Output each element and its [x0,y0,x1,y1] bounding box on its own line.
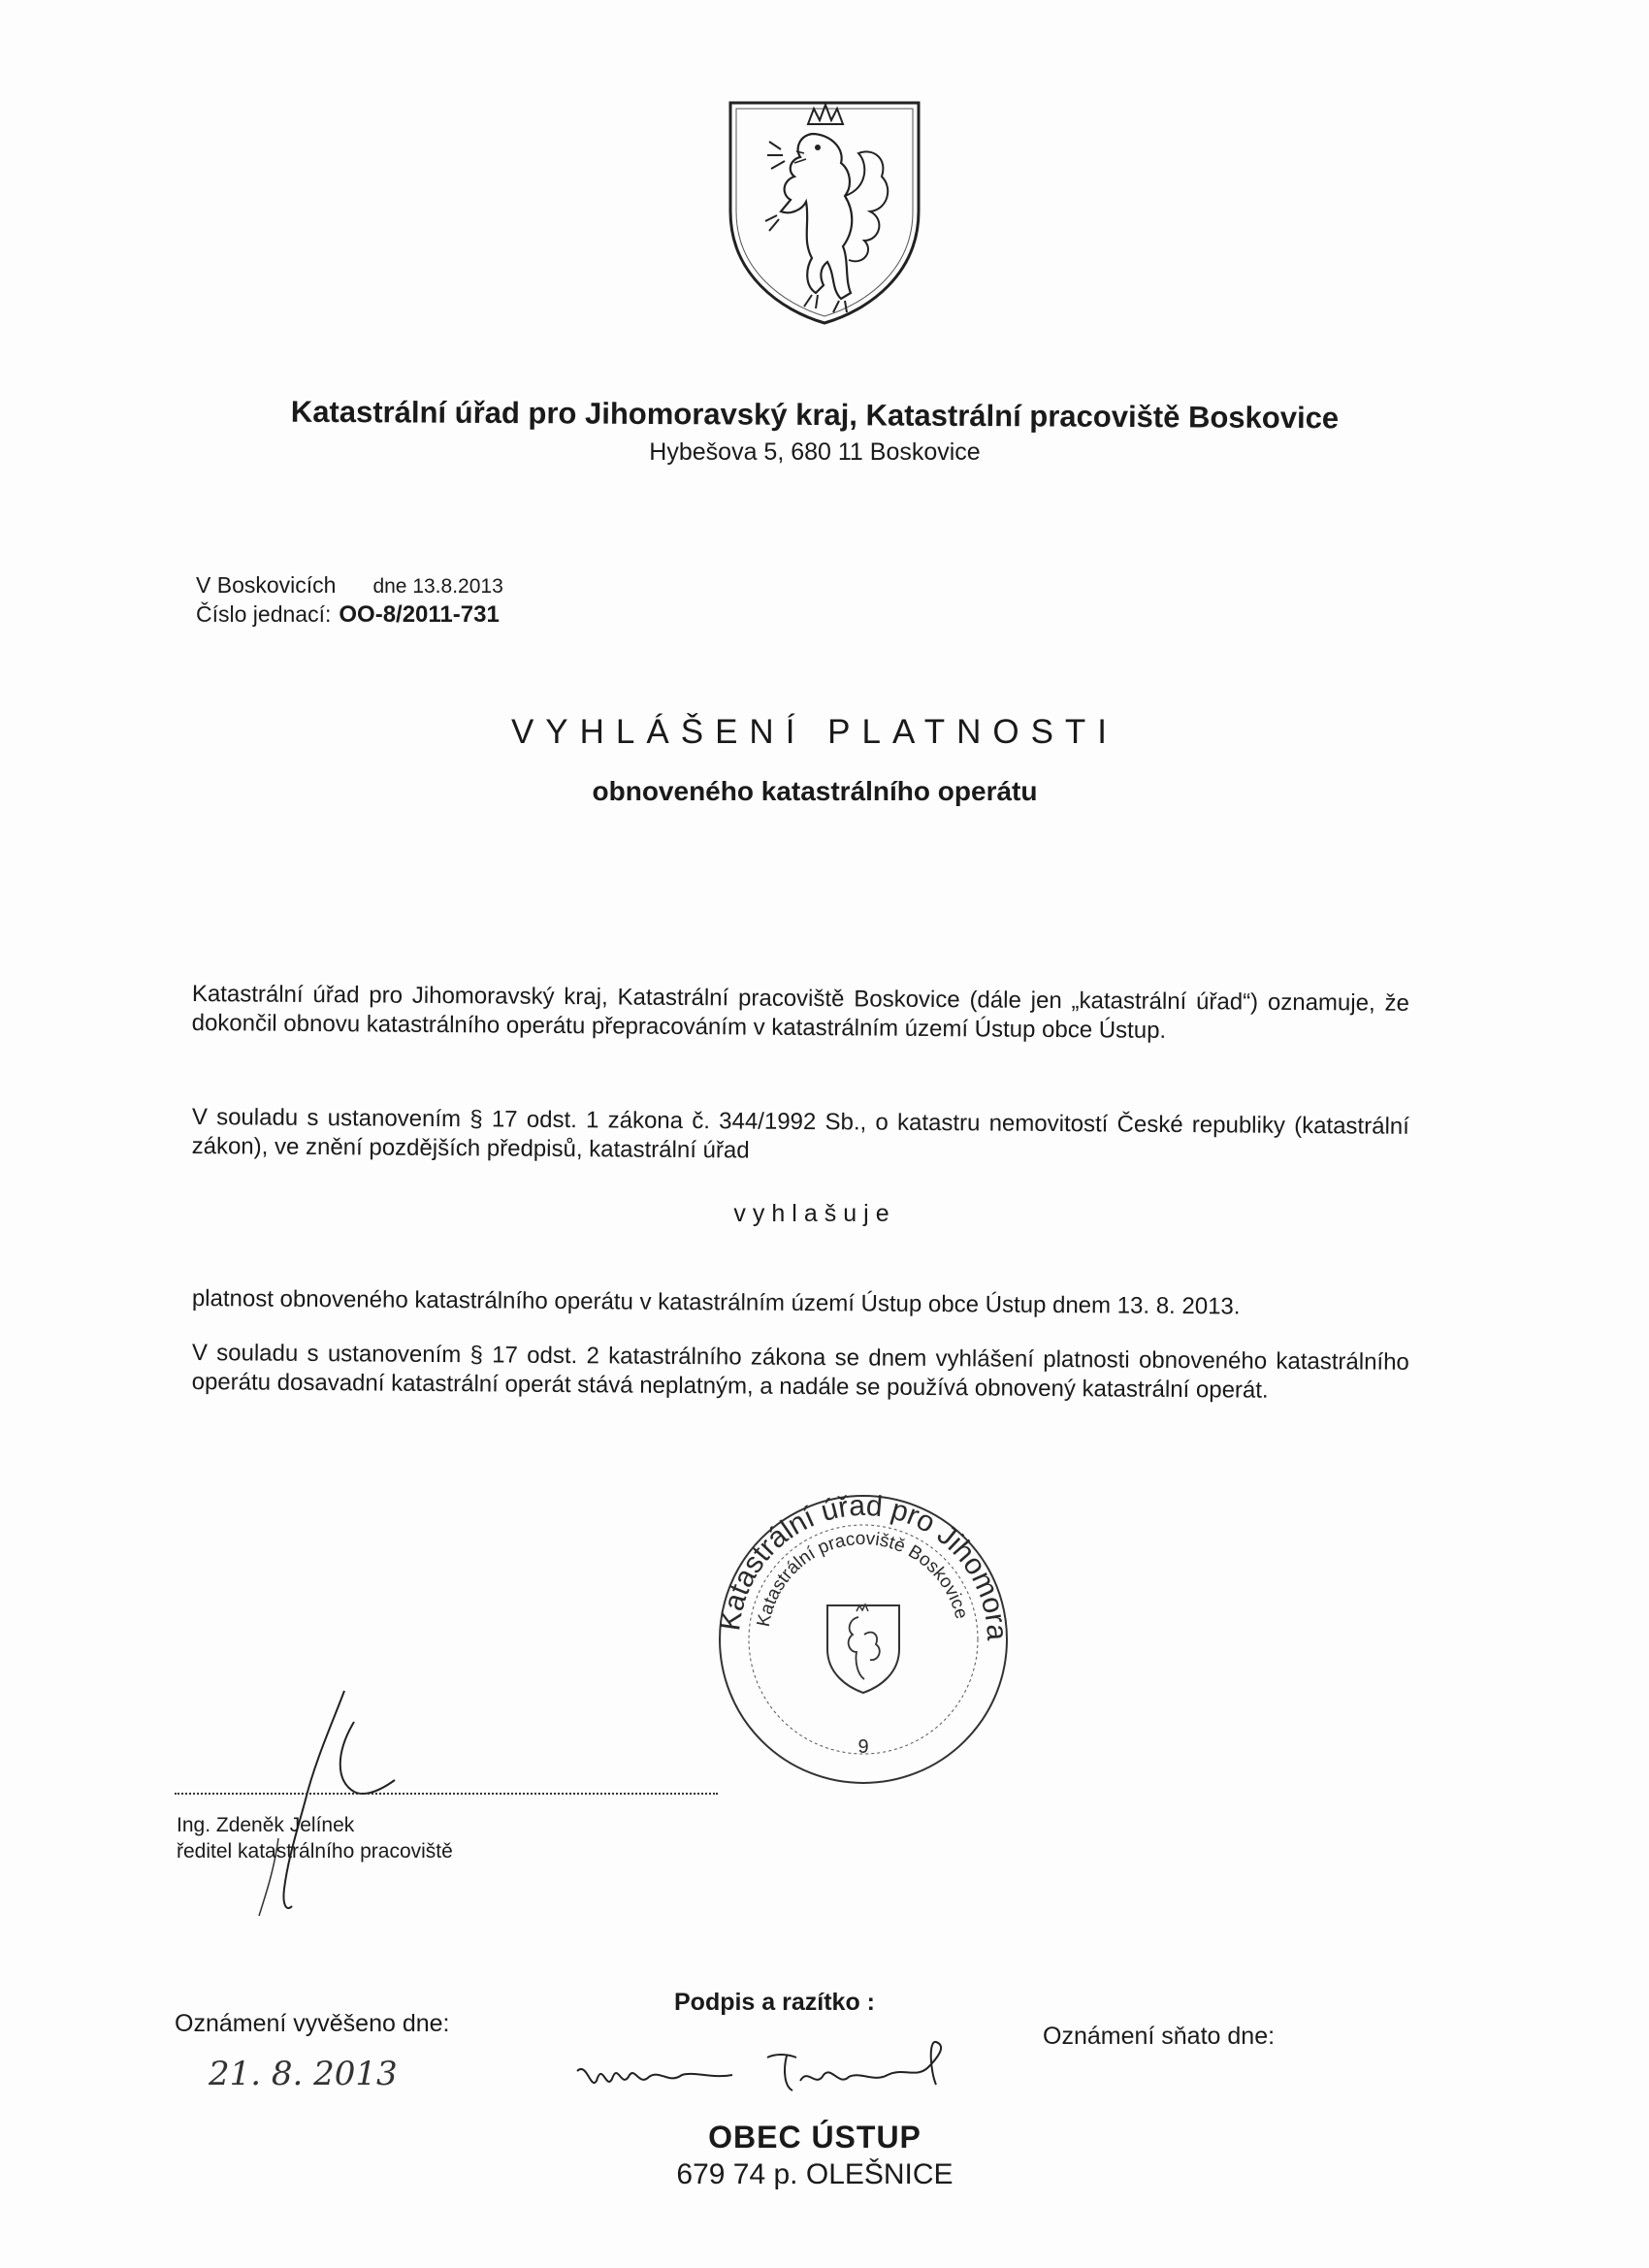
signature-line [175,1793,718,1795]
municipality-address: 679 74 p. OLEŠNICE [676,2158,954,2190]
place-date-line [196,572,503,599]
office-name: Katastrální úřad pro Jihomoravský kraj, Katastrální pracoviště Boskovice [290,394,1340,436]
removed-label: Oznámení sňato dne: [1043,2023,1276,2050]
signatory-block [177,1812,453,1864]
stamp-outer-text: Katastrální úřad pro Jihomora [714,1489,1014,1641]
paragraph-validity: platnost obnoveného katastrálního operátu v katastrálním území Ústup obce Ústup dnem 13. 8. 2013. [191,1285,1241,1320]
paragraph-legal-basis: V souladu s ustanovením § 17 odst. 1 zákona č. 344/1992 Sb., o katastru nemovitostí České republiky (katastrální zákon), ve znění pozdějších předpisů, katastrální úřad [191,1104,1409,1164]
official-stamp [713,1489,1014,1790]
paragraph-consequence: V souladu s ustanovením § 17 odst. 2 katastrálního zákona se dnem vyhlášení platnosti obnoveného katastrálního operátu dosavadní katastrální operát stává neplatným, a nadále se používá obnovený katastrální operát. [191,1340,1409,1404]
stamp-number: 9 [857,1736,869,1758]
ref-label: Číslo jednací: [196,601,332,627]
document-date: dne 13.8.2013 [372,575,503,598]
municipality-signature [567,2032,965,2110]
posted-label: Oznámení vyvěšeno dne: [175,2010,450,2037]
stamp-lion-icon [827,1604,899,1693]
stamp-inner-text: Katastrální pracoviště Boskovice [753,1528,972,1629]
posted-date: 21. 8. 2013 [209,2055,398,2093]
signatory-role: ředitel katastrálního pracoviště [177,1840,453,1863]
ref-number: OO-8/2011-731 [339,601,500,628]
signature-stamp-label: Podpis a razítko : [674,1989,875,2016]
place: V Boskovicích [196,572,337,598]
director-signature [209,1683,403,1926]
municipality-name: OBEC ÚSTUP [708,2120,922,2155]
paragraph-announcement: Katastrální úřad pro Jihomoravský kraj, Katastrální pracoviště Boskovice (dále jen „katastrální úřad“) oznamuje, že dokončil obnovu katastrálního operátu přepracováním v katastrálním území Ústup obce Ústup. [191,980,1409,1044]
signatory-name: Ing. Zdeněk Jelínek [177,1814,355,1836]
coat-of-arms-icon [723,95,926,328]
document-title: VYHLÁŠENÍ PLATNOSTI [510,713,1119,751]
declaration-word: vyhlašuje [733,1200,896,1227]
reference-line [196,601,500,629]
document-subtitle: obnoveného katastrálního operátu [592,776,1038,806]
office-address: Hybešova 5, 680 11 Boskovice [649,438,981,466]
